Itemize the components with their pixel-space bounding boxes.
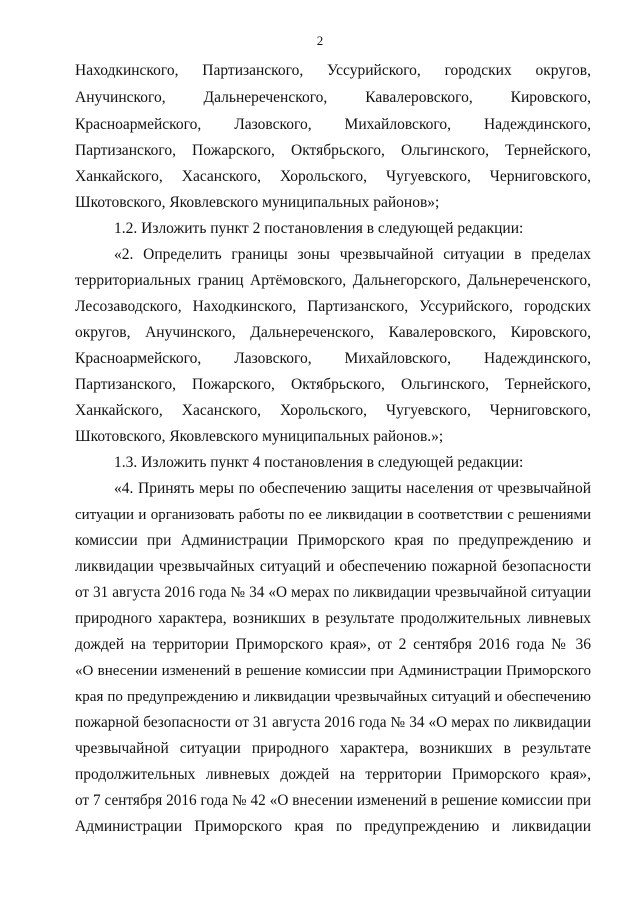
- text-line: пожарной безопасности от 31 августа 2016 года № 34 «О мерах по ликвидации: [75, 714, 591, 731]
- section-heading: 1.2. Изложить пункт 2 постановления в следующей редакции:: [114, 220, 524, 237]
- text-line: края по предупреждению и ликвидации чрезвычайных ситуаций и обеспечению: [75, 689, 591, 705]
- text-line: ликвидации чрезвычайных ситуаций и обеспечению пожарной безопасности: [75, 558, 591, 575]
- text-line: округов, Анучинского, Дальнереченского, Кавалеровского, Кировского,: [75, 324, 591, 341]
- text-line: Администрации Приморского края по предупреждению и ликвидации: [75, 818, 591, 835]
- page-number: 2: [316, 33, 324, 48]
- text-line: Партизанского, Пожарского, Октябрьского, Ольгинского, Тернейского,: [75, 376, 591, 393]
- text-line: Шкотовского, Яковлевского муниципальных районов»;: [75, 194, 440, 211]
- text-line: Лесозаводского, Находкинского, Партизанского, Уссурийского, городских: [75, 298, 591, 315]
- text-line: Шкотовского, Яковлевского муниципальных районов.»;: [75, 428, 444, 445]
- text-line: территориальных границ Артёмовского, Дальнегорского, Дальнереченского,: [75, 272, 591, 289]
- text-line: природного характера, возникших в результате продолжительных ливневых: [75, 610, 591, 627]
- text-line: от 7 сентября 2016 года № 42 «О внесении изменений в решение комиссии при: [75, 792, 591, 809]
- text-line: «О внесении изменений в решение комиссии при Администрации Приморского: [75, 663, 591, 679]
- text-line: дождей на территории Приморского края», от 2 сентября 2016 года № 36: [75, 636, 591, 653]
- section-heading: 1.3. Изложить пункт 4 постановления в следующей редакции:: [114, 454, 524, 471]
- text-line: Партизанского, Пожарского, Октябрьского, Ольгинского, Тернейского,: [75, 142, 591, 159]
- text-line: Находкинского, Партизанского, Уссурийского, городских округов,: [75, 62, 591, 79]
- text-line: Ханкайского, Хасанского, Хорольского, Чугуевского, Черниговского,: [75, 402, 591, 419]
- text-line: Красноармейского, Лазовского, Михайловского, Надеждинского,: [75, 116, 591, 133]
- text-line: «4. Принять меры по обеспечению защиты населения от чрезвычайной: [114, 480, 591, 497]
- text-line: от 31 августа 2016 года № 34 «О мерах по ликвидации чрезвычайной ситуации: [75, 584, 591, 601]
- text-line: Ханкайского, Хасанского, Хорольского, Чугуевского, Черниговского,: [75, 168, 591, 185]
- text-line: «2. Определить границы зоны чрезвычайной ситуации в пределах: [114, 246, 591, 263]
- text-line: ситуации и организовать работы по ее ликвидации в соответствии с решениями: [75, 507, 591, 523]
- text-line: Анучинского, Дальнереченского, Кавалеровского, Кировского,: [75, 89, 591, 106]
- text-line: чрезвычайной ситуации природного характера, возникших в результате: [75, 740, 591, 757]
- text-line: продолжительных ливневых дождей на территории Приморского края»,: [75, 766, 591, 783]
- text-line: комиссии при Администрации Приморского края по предупреждению и: [75, 532, 591, 549]
- text-line: Красноармейского, Лазовского, Михайловского, Надеждинского,: [75, 350, 591, 367]
